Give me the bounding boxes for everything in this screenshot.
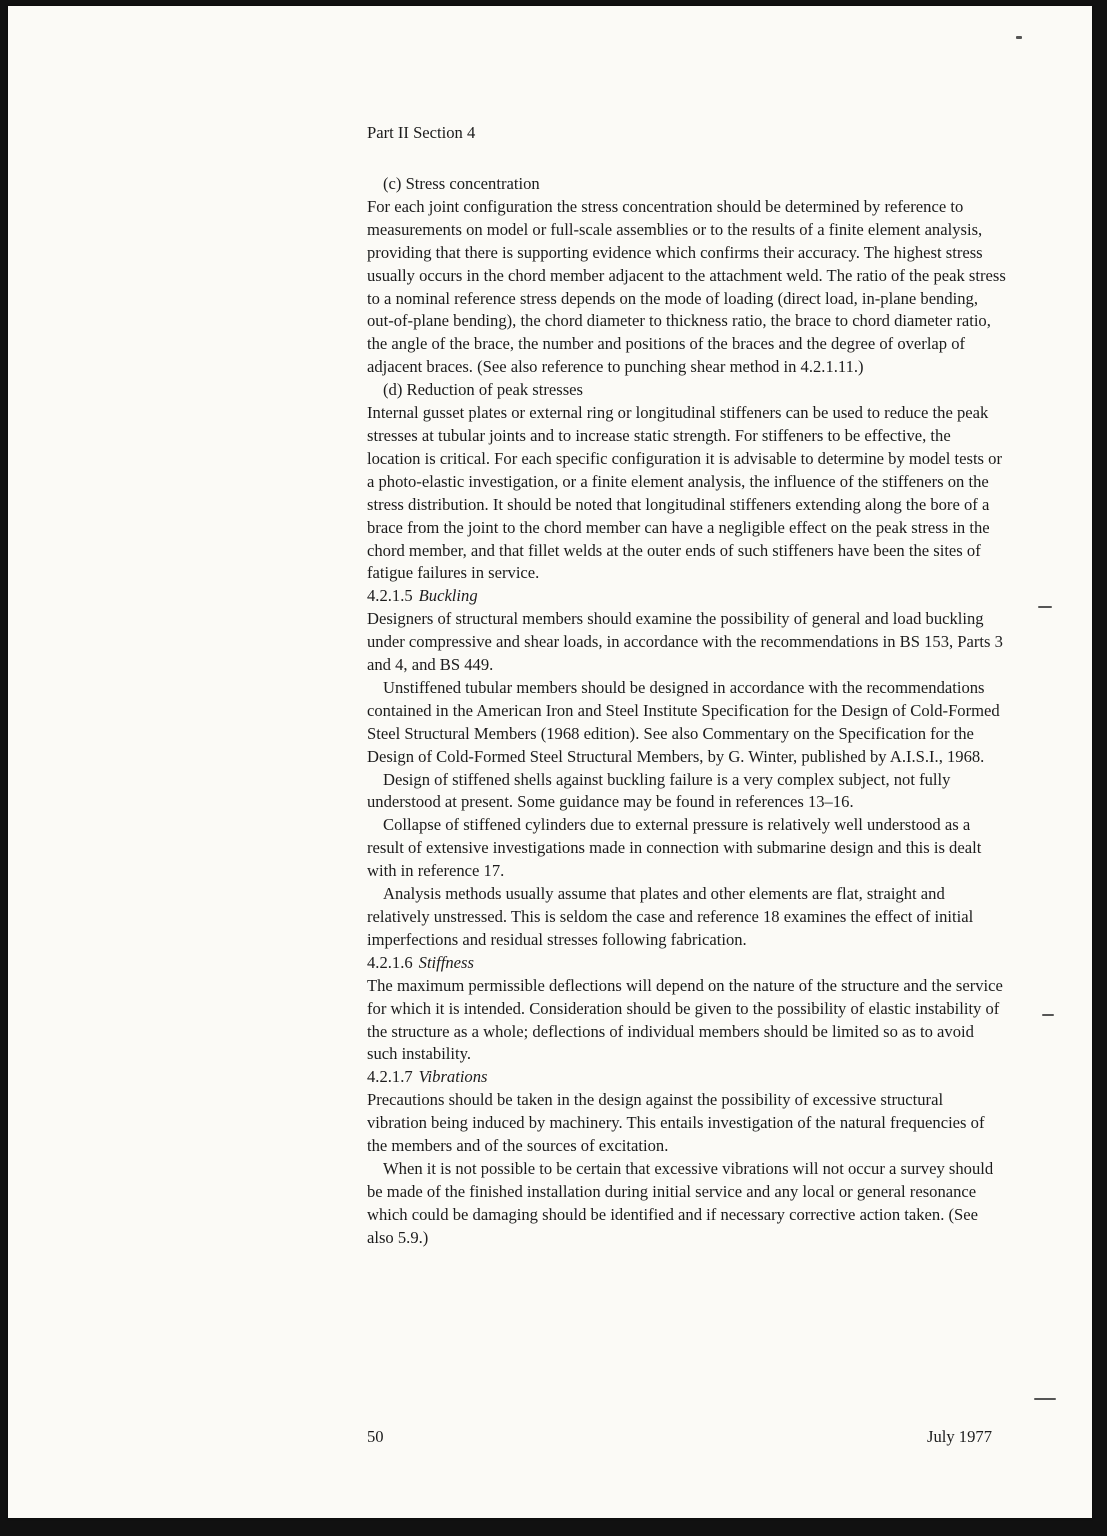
peak-stresses-heading: (d) Reduction of peak stresses [383, 380, 583, 400]
buckling-paragraph: Collapse of stiffened cylinders due to external pressure is relatively well understood as a result of extensive investigations made in connection with submarine design and this is dealt with in reference 17. [367, 815, 982, 881]
buckling-paragraph: Unstiffened tubular members should be designed in accordance with the recommendations contained in the American Iron and Steel Institute Specification for the Design of Cold-Formed Steel Structural Members (1968 edition). See also Commentary on the Specification for the Design of Cold-Formed Steel Structural Members, by G. Winter, published by A.I.S.I., 1968. [367, 677, 1000, 766]
buckling-paragraph: Design of stiffened shells against buckling failure is a very complex subject, not fully understood at present. Some guidance may be found in references 13–16. [367, 769, 951, 812]
buckling-heading [367, 585, 1007, 608]
stiffness-heading [367, 952, 1007, 975]
stress-concentration-text: For each joint configuration the stress concentration should be determined by reference to measurements on model or full-scale assemblies or to the results of a finite element analysis, providing that there is supporting evidence which confirms their accuracy. The highest stress usually occurs in the chord member adjacent to the attachment weld. The ratio of the peak stress to a nominal reference stress depends on the mode of loading (direct load, in-plane bending, out-of-plane bending), the chord diameter to thickness ratio, the brace to chord diameter ratio, the angle of the brace, the number and positions of the braces and the degree of overlap of adjacent braces. (See also reference to punching shear method in 4.2.1.11.) [367, 196, 1006, 377]
stress-concentration-heading: (c) Stress concentration [383, 174, 540, 193]
buckling-paragraph: Analysis methods usually assume that plates and other elements are flat, straight and relatively unstressed. This is seldom the case and reference 18 examines the effect of initial imperfections and residual stresses following fabrication. [367, 884, 974, 949]
buckling-paragraph: Designers of structural members should examine the possibility of general and load buckling under compressive and shear loads, in accordance with the recommendations in BS 153, Parts 3 and 4, and BS 449. [367, 609, 1003, 675]
page-number: 50 [367, 1427, 384, 1446]
buckling-number: 4.2.1.5 [367, 586, 413, 606]
scan-mark [1016, 36, 1022, 39]
body-text [367, 173, 1007, 1250]
vibrations-paragraph: When it is not possible to be certain that excessive vibrations will not occur a survey should be made of the finished installation during initial service and any local or general resonance which could be damaging should be identified and if necessary corrective action taken. (See also 5.9.) [367, 1158, 994, 1247]
buckling-title: Buckling [418, 586, 478, 606]
document-page [8, 6, 1092, 1518]
peak-stresses-text: Internal gusset plates or external ring or longitudinal stiffeners can be used to reduce the peak stresses at tubular joints and to increase static strength. For stiffeners to be effective, the location is critical. For each specific configuration it is advisable to determine by model tests or a photo-elastic investigation, or a finite element analysis, the influence of the stiffeners on the stress distribution. It should be noted that longitudinal stiffeners extending along the bore of a brace from the joint to the chord member can have a negligible effect on the peak stress in the chord member, and that fillet welds at the outer ends of such stiffeners have been the sites of fatigue failures in service. [367, 403, 1002, 583]
section-label: Part II Section 4 [367, 123, 476, 142]
vibrations-title: Vibrations [418, 1067, 488, 1087]
stiffness-text: The maximum permissible deflections will depend on the nature of the structure and the service for which it is intended. Consideration should be given to the possibility of elastic instability of the structure as a whole; deflections of individual members should be limited so as to avoid such instability. [367, 975, 1003, 1064]
scan-mark [1038, 606, 1052, 608]
stiffness-title: Stiffness [418, 952, 474, 972]
footer-date: July 1977 [927, 1427, 992, 1446]
vibrations-heading [367, 1066, 1007, 1089]
scan-mark [1042, 1014, 1054, 1016]
scan-mark [1034, 1398, 1056, 1400]
vibrations-number: 4.2.1.7 [367, 1067, 413, 1087]
vibrations-paragraph: Precautions should be taken in the design against the possibility of excessive structural vibration being induced by machinery. This entails investigation of the natural frequencies of the members and of the sources of excitation. [367, 1090, 985, 1156]
stiffness-number: 4.2.1.6 [367, 952, 413, 972]
